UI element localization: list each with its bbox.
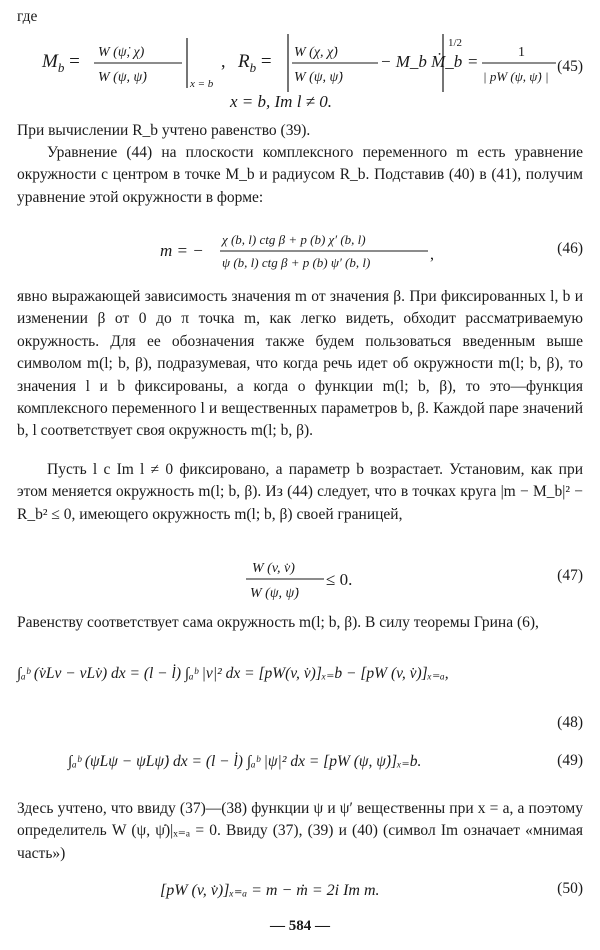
eq46-num: χ (b, l) ctg β + p (b) χ′ (b, l) <box>222 232 366 247</box>
paragraph-5: Равенству соответствует сама окружность m(l; b, β). В силу теоремы Грина (6), <box>17 614 539 631</box>
eq45-frac1-sub: x = b <box>190 78 214 90</box>
eq45-minus-term: − M_b Ṁ_b <box>380 52 463 71</box>
svg-text:Mb =: $M_b$ = <box>42 51 80 75</box>
eq46-tail: , <box>430 246 434 263</box>
paragraph-1: При вычислении R_b учтено равенство (39). <box>17 122 311 139</box>
eq47-den: W (ψ, ψ̇) <box>250 586 299 601</box>
paragraph-2: Уравнение (44) на плоскости комплексного переменного m есть уравнение окружности с центром в точке M_b и радиусом R_b. Подставив (40) в (41), получим уравнение этой окружности в форме: <box>17 144 583 206</box>
svg-text:,: , <box>221 51 226 71</box>
eq48-number: (48) <box>557 714 583 731</box>
eq45-rhs-den: | pW (ψ, ψ̇) | <box>483 69 549 84</box>
paragraph-4: Пусть l с Im l ≠ 0 фиксировано, а параметр b возрастает. Установим, как при этом меняется окружность m(l; b, β). Из (44) следует, что в точках круга |m − M_b|² − R_b² ≤ 0, имеющего окружность m(l; b, β) своей границей, <box>17 461 583 523</box>
eq45-power: 1/2 <box>448 37 463 49</box>
page-number: — 584 — <box>270 918 330 934</box>
eq47-number: (47) <box>557 567 583 584</box>
equation-47-drawing <box>244 554 384 606</box>
equation-47 <box>244 554 384 606</box>
equation-45 <box>40 30 560 110</box>
equation-46-drawing <box>160 226 460 278</box>
svg-text:Rb =: $R_b$ = <box>238 51 272 75</box>
paragraph-3: явно выражающей зависимость значения m от значения β. При фиксированных l, b и изменении β от 0 до π точка m, как легко видеть, обходит рассматриваемую окружность. Для ее обозначения также будем пользоваться введенным выше символом m(l; b, β), подразумевая, что когда речь идет об окружности m(l; b, β), то значения l и b фиксированы, а когда о функции m(l; b, β), то это—функция комплексного переменного l и вещественных параметров b, β. Каждой паре значений b, l соответствует своя окружность m(l; b, β). <box>17 288 583 440</box>
equation-46 <box>160 226 460 278</box>
paragraph-6: Здесь учтено, что ввиду (37)—(38) функции ψ и ψ′ вещественны при x = a, а поэтому определитель W (ψ, ψ̇)|ₓ₌ₐ = 0. Ввиду (37), (39) и (40) (символ Im означает «мнимая часть») <box>17 800 583 862</box>
eq45-frac2-num: W (χ, χ̇) <box>294 45 338 60</box>
eq47-num: W (v, v̇) <box>252 561 295 576</box>
eq50-number: (50) <box>557 880 583 897</box>
eq45-frac1-num: W (ψ̇, χ) <box>98 45 145 60</box>
eq47-tail: ≤ 0. <box>326 570 353 589</box>
eq45-frac1-den: W (ψ, ψ̇) <box>98 70 147 85</box>
eq45-frac2-den: W (ψ, ψ̇) <box>294 70 343 85</box>
equation-50: [pW (v, v̇)]ₓ₌ₐ = m − ṁ = 2i Im m. <box>160 882 380 899</box>
eq45-rhs-num: 1 <box>518 45 525 60</box>
equation-45-drawing <box>40 30 560 116</box>
equation-48: ∫ₐᵇ (v̇Lv − vLv̇) dx = (l − l̇) ∫ₐᵇ |v|² dx = [pW(v, v̇)]ₓ₌b − [pW (v, v̇)]ₓ₌ₐ, <box>17 665 449 682</box>
eq46-den: ψ (b, l) ctg β + p (b) ψ′ (b, l) <box>222 255 371 270</box>
eq45-condition: x = b, Im l ≠ 0. <box>230 92 333 111</box>
eq45-number: (45) <box>557 58 583 75</box>
eq49-number: (49) <box>557 752 583 769</box>
svg-text:=: = <box>468 52 478 71</box>
top-word: где <box>17 8 38 25</box>
equation-49: ∫ₐᵇ (ψ̇Lψ − ψLψ̇) dx = (l − l̇) ∫ₐᵇ |ψ|² dx = [pW (ψ, ψ̇)]ₓ₌b. <box>68 753 422 770</box>
eq46-number: (46) <box>557 240 583 257</box>
eq46-lhs: m = − <box>160 241 204 260</box>
